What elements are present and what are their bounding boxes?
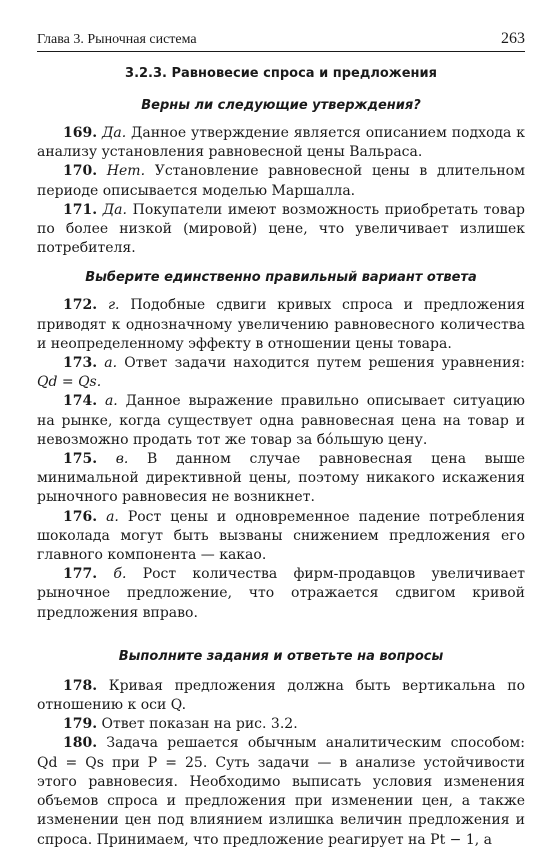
item-text: Рост количества фирм-продавцов увеличивает рыночное предложение, что отражается сдвигом кривой предложения вправо. bbox=[37, 566, 525, 621]
item-text: Покупатели имеют возможность приобретать товар по более низкой (мировой) цене, что увеличивает излишек потребителя. bbox=[37, 201, 525, 257]
page-number: 263 bbox=[501, 30, 525, 47]
item-text: Задача решается обычным аналитическим способом: Qd = Qs при P = 25. Суть задачи — в анализе устойчивости этого равновесия. Необходимо выписать условия изменения объемов спроса и предложения при изменении цен, а также изменении цен под влиянием излишка величин предложения и спроса. Принимаем, что предложение реагирует на Pt − 1, а bbox=[37, 735, 525, 848]
item-number: 173. bbox=[63, 355, 98, 372]
chapter-title: Глава 3. Рыночная система bbox=[37, 32, 197, 47]
item-number: 178. bbox=[63, 677, 98, 694]
item-formula: Qd = Qs. bbox=[37, 374, 102, 391]
item-answer: а. bbox=[106, 508, 119, 525]
item-text: Ответ задачи находится путем решения уравнения: bbox=[117, 355, 526, 372]
answer-item bbox=[37, 508, 525, 566]
answer-item bbox=[37, 201, 525, 259]
answer-item bbox=[37, 354, 525, 392]
item-number: 176. bbox=[63, 508, 98, 525]
block-heading: Выполните задания и ответьте на вопросы bbox=[118, 648, 444, 664]
answer-item bbox=[37, 392, 525, 450]
item-answer: Да. bbox=[102, 201, 127, 218]
item-number: 171. bbox=[63, 201, 98, 218]
item-answer: в. bbox=[115, 451, 129, 468]
item-answer: а. bbox=[104, 355, 118, 372]
item-number: 174. bbox=[63, 393, 98, 410]
item-number: 177. bbox=[63, 566, 98, 583]
item-number: 180. bbox=[63, 735, 98, 752]
item-text: Рост цены и одновременное падение потребления шоколада могут быть вызваны снижением предложения его главного компонента — какао. bbox=[37, 508, 526, 564]
item-answer: а. bbox=[104, 393, 118, 410]
item-number: 175. bbox=[63, 451, 98, 468]
item-number: 170. bbox=[63, 163, 98, 180]
item-text: В данном случае равновесная цена выше минимальной директивной цены, поэтому никакого искажения рыночного равновесия не возникнет. bbox=[37, 451, 525, 506]
answer-item bbox=[37, 124, 525, 162]
answer-item bbox=[37, 450, 525, 508]
item-answer: б. bbox=[113, 566, 127, 583]
block-heading: Выберите единственно правильный вариант ответа bbox=[85, 270, 477, 286]
item-number: 172. bbox=[63, 297, 98, 314]
item-text: Установление равновесной цены в длительном периоде описывается моделью Маршалла. bbox=[37, 163, 525, 199]
section-title: 3.2.3. Равновесие спроса и предложения bbox=[125, 66, 437, 81]
answer-item bbox=[37, 677, 525, 715]
running-head bbox=[37, 28, 525, 52]
answer-item bbox=[37, 715, 525, 734]
block-heading: Верны ли следующие утверждения? bbox=[141, 98, 421, 113]
item-number: 179. bbox=[63, 716, 98, 733]
book-page bbox=[37, 28, 525, 850]
item-answer: г. bbox=[107, 297, 120, 314]
item-text: Ответ показан на рис. 3.2. bbox=[97, 716, 298, 733]
item-text: Подобные сдвиги кривых спроса и предложения приводят к однозначному увеличению равновесного количества и неопределенному эффекту в отношении цены товара. bbox=[37, 297, 526, 352]
answer-item bbox=[37, 734, 525, 849]
item-text: Кривая предложения должна быть вертикальна по отношению к оси Q. bbox=[37, 677, 525, 714]
item-number: 169. bbox=[63, 125, 98, 141]
item-answer: Да. bbox=[101, 125, 127, 141]
answer-item bbox=[37, 296, 525, 354]
item-text: Данное выражение правильно описывает ситуацию на рынке, когда существует одна равновесная цена на товар и невозможно продать тот же товар за бóльшую цену. bbox=[37, 393, 525, 448]
answer-item bbox=[37, 162, 525, 200]
item-text: Данное утверждение является описанием подхода к анализу установления равновесной цены Вальраса. bbox=[37, 125, 526, 161]
item-answer: Нет. bbox=[106, 163, 146, 180]
answer-item bbox=[37, 565, 525, 623]
